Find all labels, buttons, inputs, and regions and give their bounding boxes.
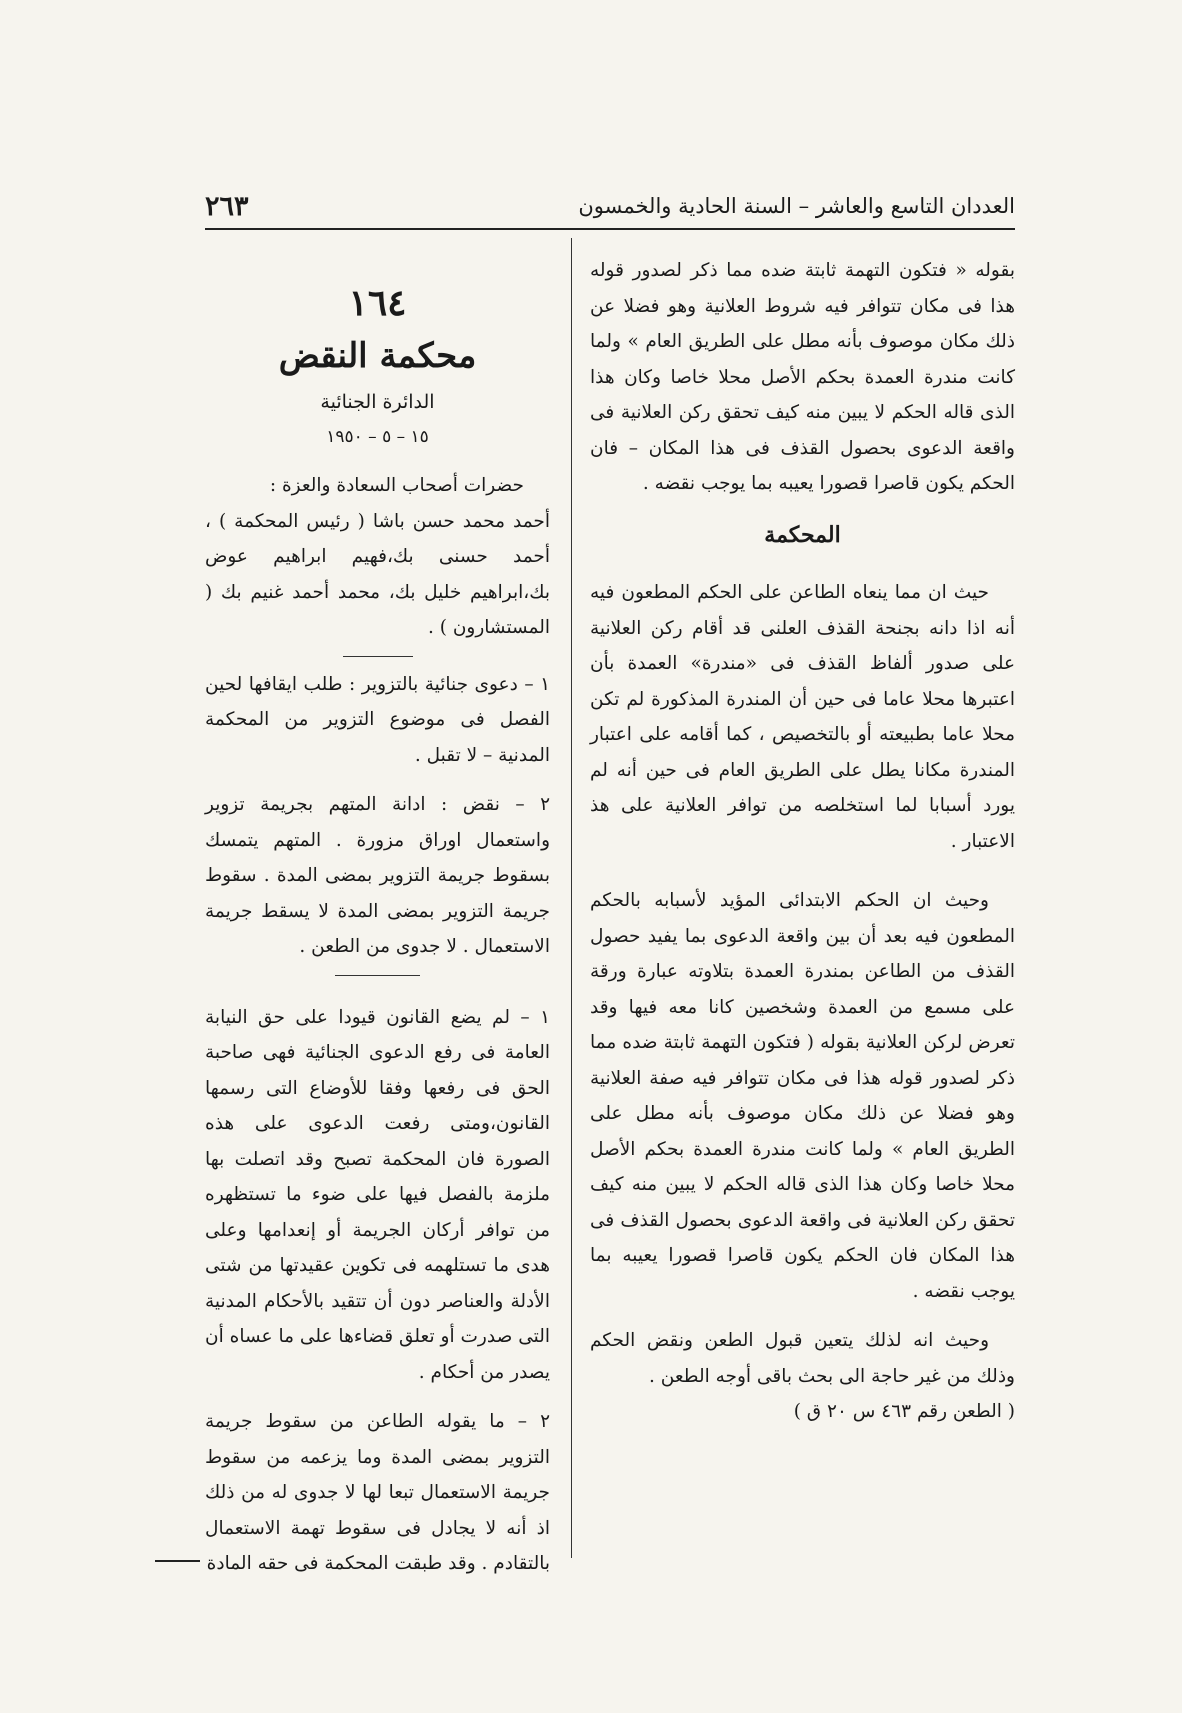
- running-title: العددان التاسع والعاشر – السنة الحادية والخمسون: [578, 194, 1015, 218]
- principle-1: ١ – لم يضع القانون قيودا على حق النيابة العامة فى رفع الدعوى الجنائية فهى صاحبة الحق فى رفعها وفقا للأوضاع التى رسمها القانون،ومتى رفعت الدعوى على هذه الصورة فان المحكمة تصبح وقد اتصلت بها ملزمة بالفصل فيها على ضوء ما تستظهره من توافر أركان الجريمة أو إنعدامها وعلى هدى ما تستلهمه فى تكوين عقيدتها من شتى الأدلة والعناصر دون أن تتقيد بالأحكام المدنية التى صدرت أو تعلق قضاءها على ما عساه أن يصدر من أحكام .: [205, 1006, 550, 1383]
- body-paragraph-3: وحيث انه لذلك يتعين قبول الطعن ونقض الحكم وذلك من غير حاجة الى بحث باقى أوجه الطعن .: [590, 1330, 1015, 1387]
- court-heading: المحكمة: [764, 521, 841, 548]
- right-column: [590, 253, 1015, 1430]
- appeal-reference: ( الطعن رقم ٤٦٣ س ٢٠ ق ): [793, 1401, 1015, 1422]
- attendance-intro: حضرات أصحاب السعادة والعزة :: [269, 475, 524, 496]
- page-number: ٢٦٣: [205, 190, 249, 222]
- footer-mark: [155, 1560, 200, 1562]
- body-paragraph-1: حيث ان مما ينعاه الطاعن على الحكم المطعون فيه أنه اذا دانه بجنحة القذف العلنى قد أقام ركن العلانية على صدور ألفاظ القذف فى «مندرة» العمدة بأن اعتبرها محلا عاما فى حين أن المندرة المذكورة لم تكن محلا عاما بطبيعته أو بالتخصيص ، كما أقامه على اعتبار المندرة مكانا يطل على الطريق العام فى حين أنه لم يورد أسبابا لما استخلصه من توافر العلانية على هذ الاعتبار .: [590, 582, 1015, 852]
- summary-2: ٢ – نقض : ادانة المتهم بجريمة تزوير واستعمال اوراق مزورة . المتهم يتمسك بسقوط جريمة التزوير بمضى المدة . سقوط جريمة التزوير بمضى المدة لا يسقط جريمة الاستعمال . لا جدوى من الطعن .: [205, 794, 550, 957]
- judgment-date: ١٥ – ٥ – ١٩٥٠: [326, 427, 429, 447]
- body-paragraph-2: وحيث ان الحكم الابتدائى المؤيد لأسبابه بالحكم المطعون فيه بعد أن بين واقعة الدعوى بما يفيد حصول القذف من الطاعن بمندرة العمدة بتلاوته عبارة ورقة على مسمع من العمدة وشخصين كانا معه فيها وقد تعرض لركن العلانية بقوله ( فتكون التهمة ثابتة ضده مما ذكر لصدور قوله هذا فى مكان تتوافر فيه صفة العلانية وهو فضلا عن ذلك مكان موصوف بأنه مطل على الطريق العام » ولما كانت مندرة العمدة بحكم الأصل محلا خاصا وكان هذا الذى قاله الحكم لا يبين منه كيف تحقق ركن العلانية فى واقعة الدعوى بحصول القذف فى هذا المكان فان الحكم يكون قاصرا قصورا يعيبه بما يوجب نقضه .: [590, 890, 1015, 1302]
- case-number: ١٦٤: [348, 282, 407, 324]
- page-header: [205, 186, 1015, 226]
- section-rule-2: [335, 975, 420, 976]
- judges-list: أحمد محمد حسن باشا ( رئيس المحكمة ) ، أحمد حسنى بك،فهيم ابراهيم عوض بك،ابراهيم خليل بك، محمد أحمد غنيم بك ( المستشارون ) .: [205, 510, 550, 638]
- continued-text: بقوله « فتكون التهمة ثابتة ضده مما ذكر لصدور قوله هذا فى مكان تتوافر فيه شروط العلانية وهو فضلا عن ذلك مكان موصوف بأنه مطل على الطريق العام » ولما كانت مندرة العمدة بحكم الأصل محلا خاصا وكان هذا الذى قاله الحكم لا يبين منه كيف تحقق ركن العلانية فى واقعة الدعوى بحصول القذف فى هذا المكان – فان الحكم يكون قاصرا قصورا يعيبه بما يوجب نقضه .: [590, 260, 1015, 494]
- summary-1: ١ – دعوى جنائية بالتزوير : طلب ايقافها لحين الفصل فى موضوع التزوير من المحكمة المدنية – لا تقبل .: [205, 673, 550, 766]
- section-rule: [343, 656, 413, 657]
- header-rule: [205, 228, 1015, 230]
- court-name: محكمة النقض: [278, 336, 477, 376]
- left-column: [205, 278, 550, 1582]
- column-separator: [571, 238, 572, 1558]
- circuit-name: الدائرة الجنائية: [320, 391, 435, 413]
- principle-2: ٢ – ما يقوله الطاعن من سقوط جريمة التزوير بمضى المدة وما يزعمه من سقوط جريمة الاستعمال تبعا لها لا جدوى له من ذلك اذ أنه لا يجادل فى سقوط تهمة الاستعمال بالتقادم . وقد طبقت المحكمة فى حقه المادة: [205, 1411, 550, 1574]
